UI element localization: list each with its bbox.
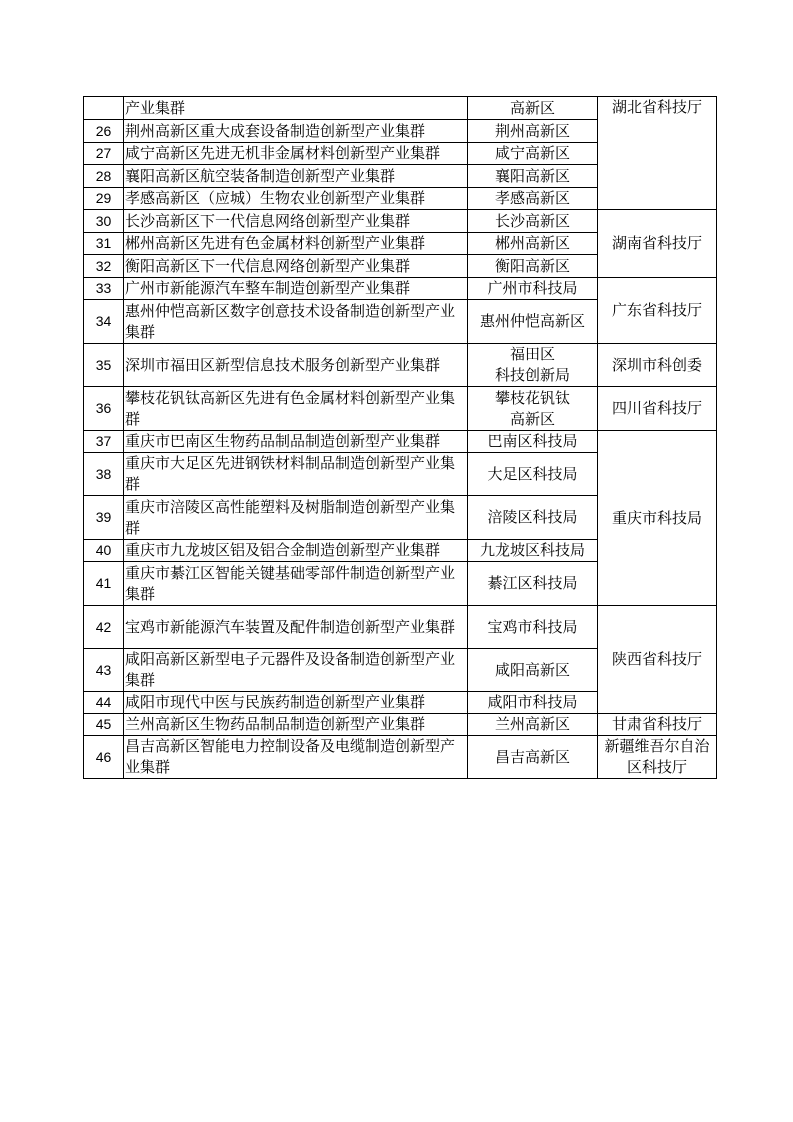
unit-name: 衡阳高新区 [468,255,598,278]
cluster-name: 重庆市巴南区生物药品制品制造创新型产业集群 [124,431,468,453]
row-number: 28 [84,165,124,188]
cluster-table [83,96,717,779]
row-number: 32 [84,255,124,278]
cluster-name: 衡阳高新区下一代信息网络创新型产业集群 [124,255,468,278]
cluster-name: 惠州仲恺高新区数字创意技术设备制造创新型产业集群 [124,300,468,344]
unit-name: 咸阳高新区 [468,649,598,692]
cluster-name: 广州市新能源汽车整车制造创新型产业集群 [124,278,468,300]
cluster-name: 重庆市涪陵区高性能塑料及树脂制造创新型产业集群 [124,496,468,540]
row-number: 40 [84,540,124,562]
cluster-name: 郴州高新区先进有色金属材料创新型产业集群 [124,233,468,255]
cluster-name: 产业集群 [124,97,468,120]
department: 重庆市科技局 [598,431,717,606]
row-number: 36 [84,387,124,431]
row-number: 46 [84,736,124,779]
cluster-name: 襄阳高新区航空装备制造创新型产业集群 [124,165,468,188]
row-number: 29 [84,188,124,210]
cluster-name: 重庆市綦江区智能关键基础零部件制造创新型产业集群 [124,562,468,606]
row-number: 33 [84,278,124,300]
cluster-name: 昌吉高新区智能电力控制设备及电缆制造创新型产业集群 [124,736,468,779]
row-number: 35 [84,344,124,387]
table-row [84,210,717,233]
unit-name: 攀枝花钒钛 高新区 [468,387,598,431]
department: 深圳市科创委 [598,344,717,387]
row-number [84,97,124,120]
cluster-name: 长沙高新区下一代信息网络创新型产业集群 [124,210,468,233]
row-number: 27 [84,143,124,165]
unit-name: 巴南区科技局 [468,431,598,453]
unit-name: 九龙坡区科技局 [468,540,598,562]
unit-name: 高新区 [468,97,598,120]
row-number: 31 [84,233,124,255]
unit-name: 綦江区科技局 [468,562,598,606]
table-row [84,736,717,779]
department: 新疆维吾尔自治区科技厅 [598,736,717,779]
unit-name: 兰州高新区 [468,714,598,736]
cluster-name: 重庆市大足区先进钢铁材料制品制造创新型产业集群 [124,453,468,496]
department: 陕西省科技厅 [598,606,717,714]
row-number: 41 [84,562,124,606]
cluster-name: 重庆市九龙坡区铝及铝合金制造创新型产业集群 [124,540,468,562]
unit-name: 孝感高新区 [468,188,598,210]
cluster-name: 咸阳市现代中医与民族药制造创新型产业集群 [124,692,468,714]
table-row [84,278,717,300]
unit-name: 长沙高新区 [468,210,598,233]
unit-name: 咸阳市科技局 [468,692,598,714]
unit-name: 涪陵区科技局 [468,496,598,540]
unit-name: 福田区 科技创新局 [468,344,598,387]
unit-name: 襄阳高新区 [468,165,598,188]
unit-name: 咸宁高新区 [468,143,598,165]
department: 四川省科技厅 [598,387,717,431]
cluster-name: 攀枝花钒钛高新区先进有色金属材料创新型产业集群 [124,387,468,431]
table-row [84,431,717,453]
row-number: 44 [84,692,124,714]
unit-name: 昌吉高新区 [468,736,598,779]
unit-name: 广州市科技局 [468,278,598,300]
row-number: 39 [84,496,124,540]
cluster-name: 深圳市福田区新型信息技术服务创新型产业集群 [124,344,468,387]
table-row [84,606,717,649]
unit-name: 惠州仲恺高新区 [468,300,598,344]
row-number: 42 [84,606,124,649]
unit-name: 大足区科技局 [468,453,598,496]
department: 湖南省科技厅 [598,210,717,278]
cluster-name: 孝感高新区（应城）生物农业创新型产业集群 [124,188,468,210]
table-row [84,97,717,120]
cluster-name: 咸阳高新区新型电子元器件及设备制造创新型产业集群 [124,649,468,692]
cluster-name: 兰州高新区生物药品制品制造创新型产业集群 [124,714,468,736]
cluster-name: 荆州高新区重大成套设备制造创新型产业集群 [124,120,468,143]
cluster-name: 宝鸡市新能源汽车装置及配件制造创新型产业集群 [124,606,468,649]
table-row [84,344,717,387]
table-row [84,714,717,736]
row-number: 34 [84,300,124,344]
table-row [84,387,717,431]
row-number: 43 [84,649,124,692]
unit-name: 郴州高新区 [468,233,598,255]
unit-name: 荆州高新区 [468,120,598,143]
department: 甘肃省科技厅 [598,714,717,736]
row-number: 37 [84,431,124,453]
row-number: 26 [84,120,124,143]
cluster-name: 咸宁高新区先进无机非金属材料创新型产业集群 [124,143,468,165]
row-number: 38 [84,453,124,496]
unit-name: 宝鸡市科技局 [468,606,598,649]
department: 湖北省科技厅 [598,97,717,210]
row-number: 45 [84,714,124,736]
row-number: 30 [84,210,124,233]
department: 广东省科技厅 [598,278,717,344]
